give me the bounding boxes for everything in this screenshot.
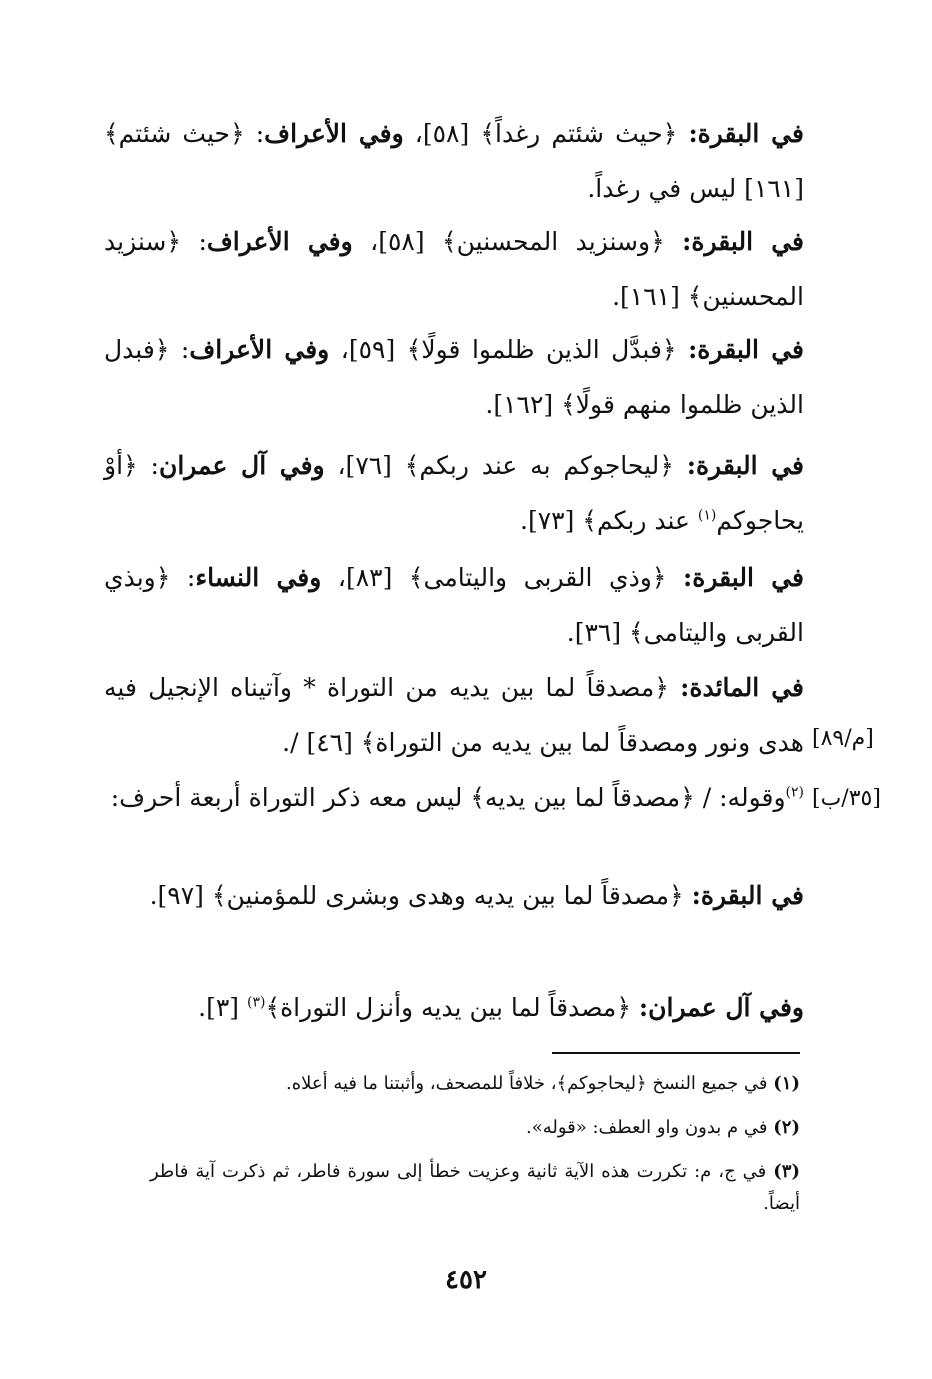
surah-label: وفي الأعراف	[189, 335, 330, 364]
footnote-2	[150, 1112, 800, 1144]
surah-label: وفي الأعراف	[206, 227, 353, 256]
verse-text: [٣].	[198, 993, 247, 1022]
surah-label: في البقرة:	[688, 119, 804, 148]
verse-text: عند ربكم﴾ [٧٣].	[520, 506, 698, 535]
verse-text: ﴿مصدقاً لما بين يديه وأنزل التوراة﴾	[265, 993, 639, 1022]
verse-text: ﴿ليحاجوكم به عند ربكم﴾ [٧٦]،	[324, 451, 687, 480]
footnote-text: في م بدون واو العطف: «قوله».	[525, 1117, 768, 1138]
footnote-number: (٣)	[773, 1161, 800, 1182]
verse-text: : ﴿حيث شئتم﴾ [١٦١] ليس في رغداً.	[104, 119, 804, 203]
footnote-1	[150, 1068, 800, 1100]
paragraph-8	[104, 868, 804, 923]
surah-label: في البقرة:	[686, 451, 805, 480]
footnote-number: (٢)	[773, 1117, 800, 1138]
verse-text: : ﴿وبذي القربى واليتامى﴾ [٣٦].	[104, 563, 804, 647]
paragraph-4	[104, 438, 804, 548]
paragraph-7	[104, 770, 804, 825]
verse-text: : ﴿أوْ يحاجوكم	[104, 451, 804, 535]
paragraph-9	[104, 980, 804, 1035]
footnote-text: في ج، م: تكررت هذه الآية ثانية وعزيت خطأ إلى سورة فاطر، ثم ذكرت آية فاطر أيضاً.	[150, 1161, 800, 1214]
verse-text: : ﴿فبدل الذين ظلموا منهم قولًا﴾ [١٦٢].	[104, 335, 804, 419]
verse-text: : ﴿سنزيد المحسنين﴾ [١٦١].	[104, 227, 804, 311]
surah-label: في البقرة:	[688, 335, 804, 364]
footnote-separator	[552, 1052, 800, 1054]
manuscript-folio-b35: [٣٥/ب]	[812, 786, 881, 811]
surah-label: وفي آل عمران:	[638, 993, 804, 1022]
surah-label: في البقرة:	[682, 227, 804, 256]
surah-label: وفي النساء	[195, 563, 322, 592]
verse-text: ﴿وسنزيد المحسنين﴾ [٥٨]،	[352, 227, 683, 256]
surah-label: في البقرة:	[683, 563, 804, 592]
paragraph-1	[104, 106, 804, 216]
surah-label: وفي الأعراف	[264, 119, 404, 148]
verse-text: ﴿فبدَّل الذين ظلموا قولًا﴾ [٥٩]،	[329, 335, 689, 364]
footnote-3	[150, 1156, 800, 1220]
footnote-ref-3[interactable]: (٣)	[246, 994, 266, 1011]
surah-label: في المائدة:	[680, 673, 804, 702]
verse-text: ﴿وذي القربى واليتامى﴾ [٨٣]،	[321, 563, 684, 592]
verse-text: ﴿حيث شئتم رغداً﴾ [٥٨]،	[403, 119, 689, 148]
paragraph-3	[104, 322, 804, 432]
verse-text: وقوله: / ﴿مصدقاً لما بين يديه﴾ ليس معه ذكر التوراة أربعة أحرف:	[110, 783, 786, 812]
paragraph-5	[104, 550, 804, 660]
footnote-number: (١)	[773, 1073, 800, 1094]
manuscript-folio-m89: [م/٨٩]	[812, 726, 874, 751]
footnote-ref-2[interactable]: (٢)	[785, 784, 804, 801]
footnote-ref-1[interactable]: (١)	[697, 507, 717, 524]
verse-text: ﴿مصدقاً لما بين يديه وهدى وبشرى للمؤمنين﴾ [٩٧].	[149, 881, 692, 910]
footnote-text: في جميع النسخ ﴿ليحاجوكم﴾، خلافاً للمصحف، وأثبتنا ما فيه أعلاه.	[285, 1073, 768, 1094]
surah-label: في البقرة:	[691, 881, 804, 910]
verse-text: ﴿مصدقاً لما بين يديه من التوراة * وآتيناه الإنجيل فيه هدى ونور ومصدقاً لما بين يديه من التوراة﴾ [٤٦] /.	[104, 673, 804, 757]
paragraph-2	[104, 214, 804, 324]
surah-label: وفي آل عمران	[158, 451, 325, 480]
paragraph-6	[104, 660, 804, 770]
page-number: ٤٥٢	[445, 1265, 487, 1295]
